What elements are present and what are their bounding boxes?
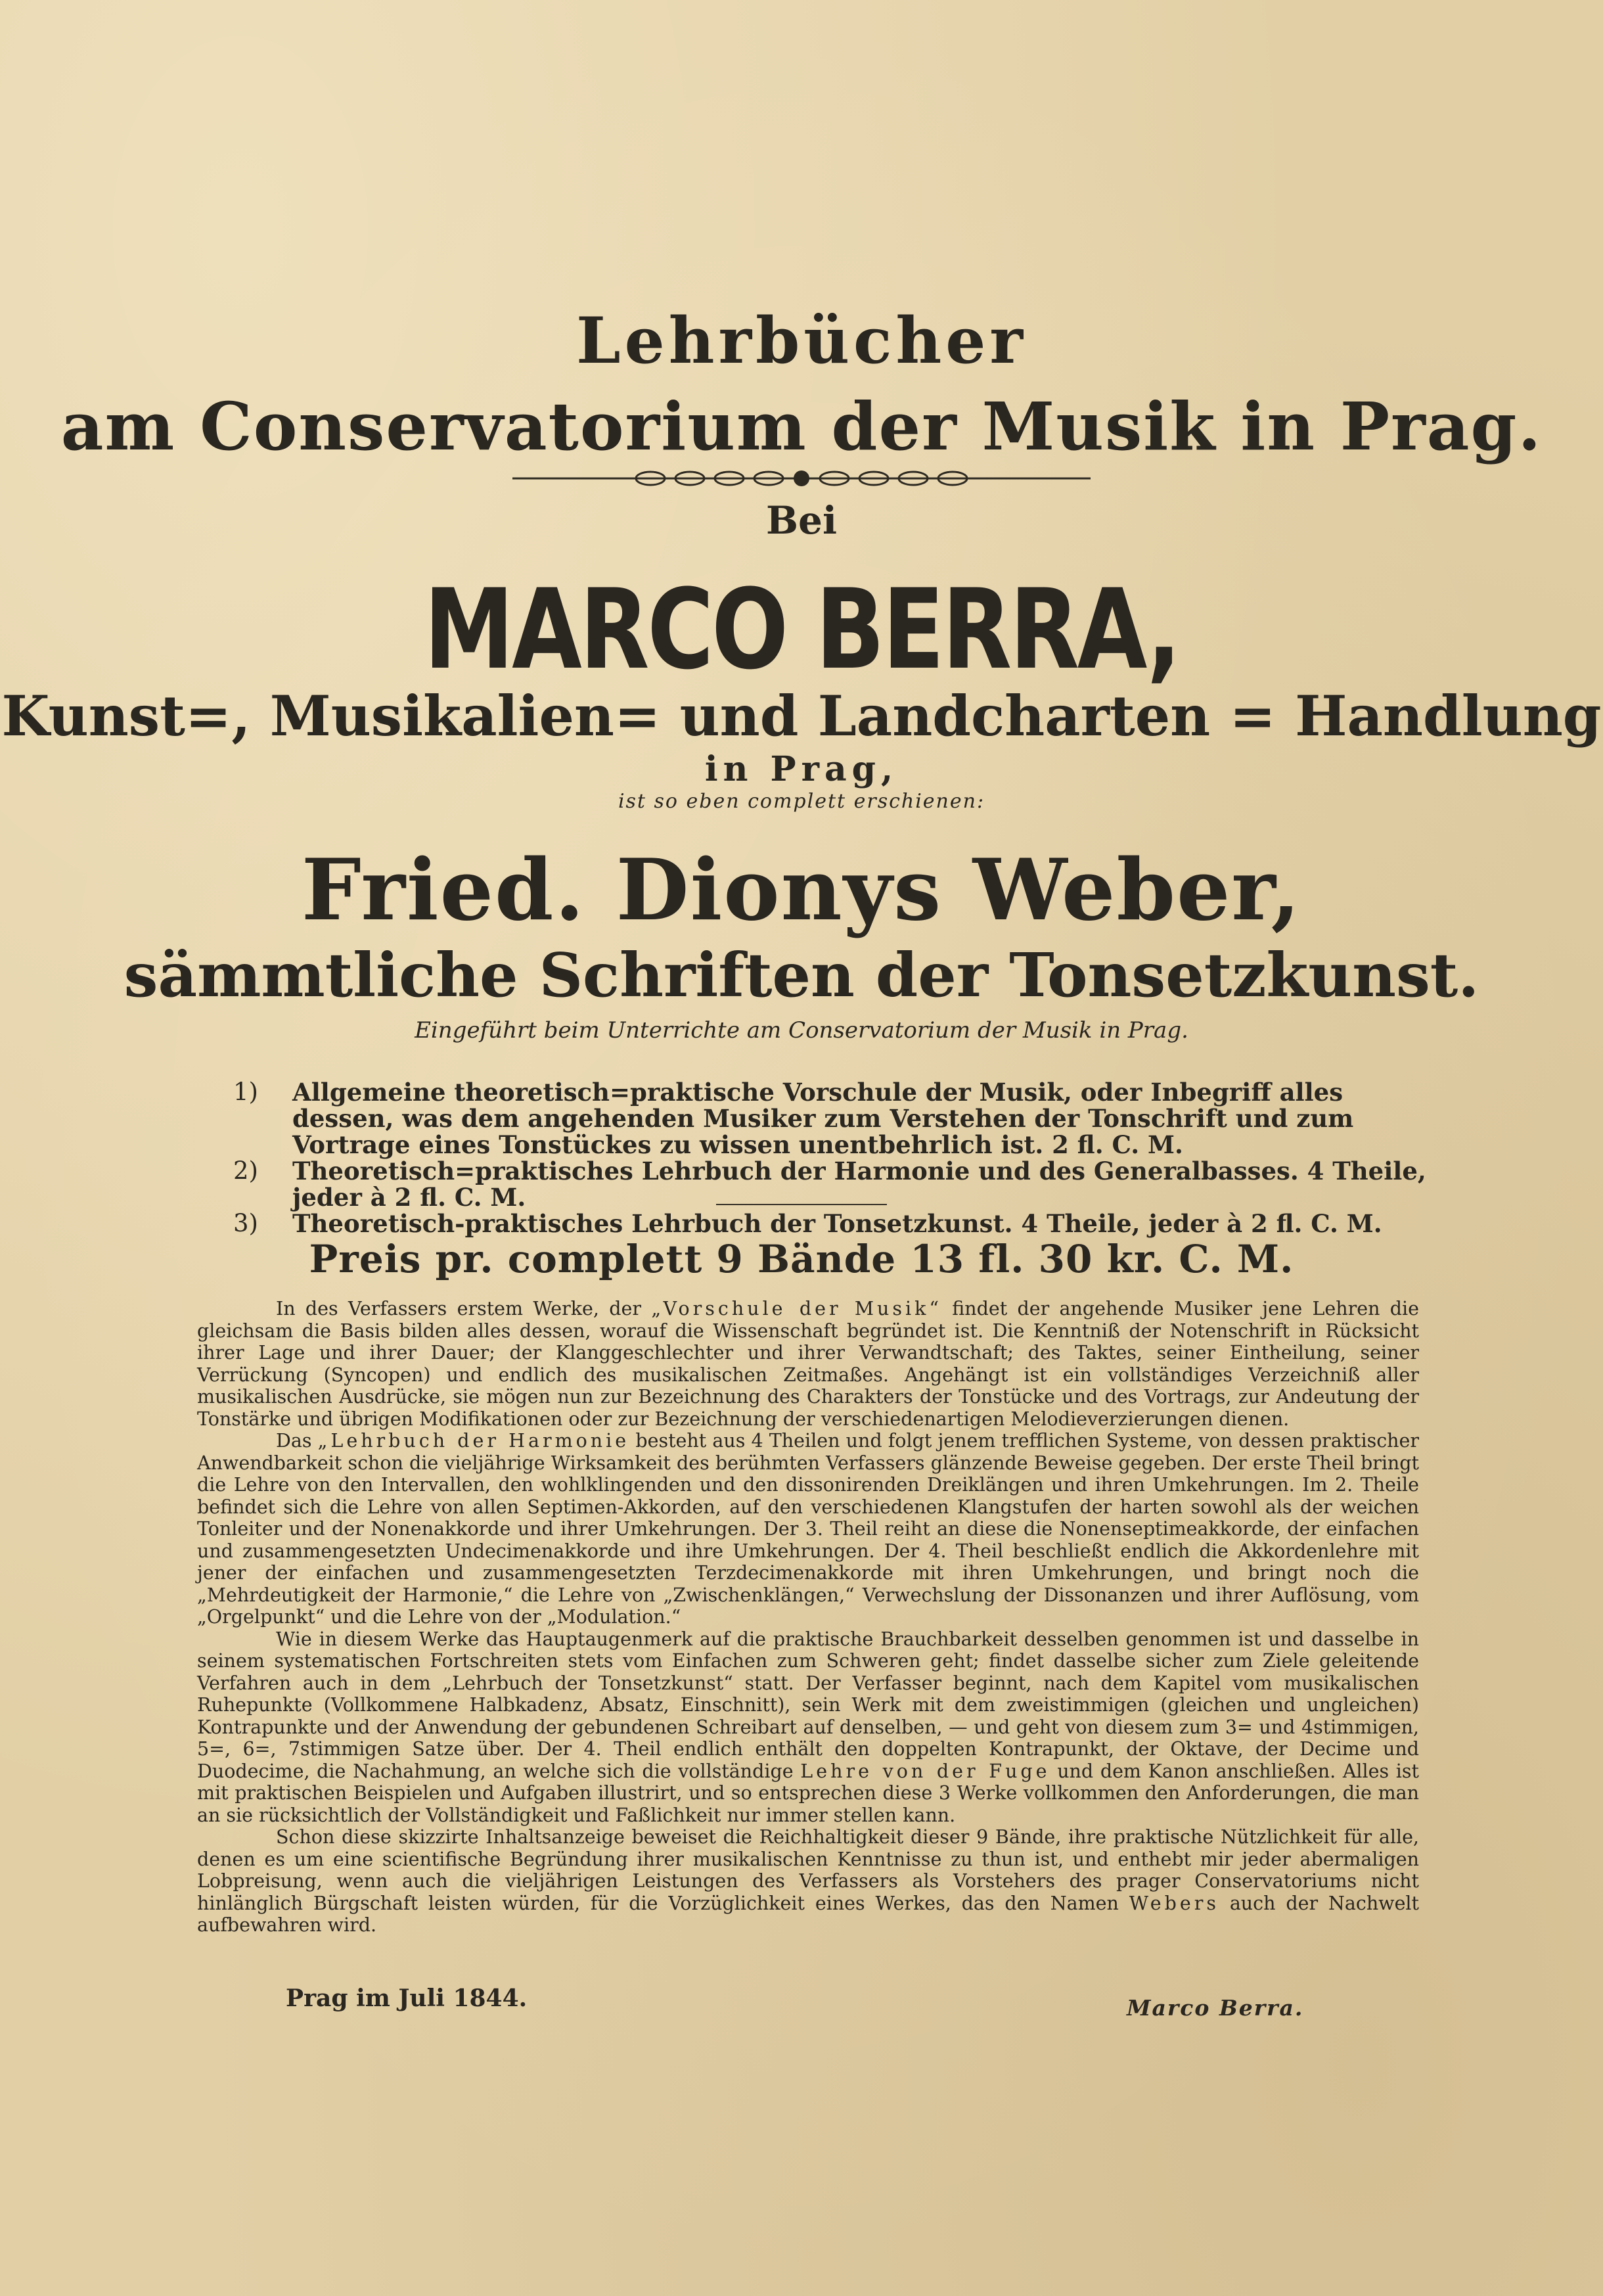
paragraph-tonsetzkunst: Wie in diesem Werke das Hauptaugenmerk auf die praktische Brauchbarkeit desselben genommen ist und dasselbe in seinem systematischen Fortschreiten stets vom Einfachen zum Schweren geht; findet dasselbe sicher zum Ziele geleitende Verfahren auch in dem „Lehrbuch der Tonsetzkunst“ statt. Der Verfasser beginnt, nach dem Kapitel vom musikalischen Ruhepunkte (Vollkommene Halbkadenz, Absatz, Einschnitt), sein Werk mit dem zweistimmigen (gleichen und ungleichen) Kontrapunkte und der Anwendung der gebundenen Schreibart auf denselben, — und geht von diesem zum 3= und 4stimmigen, 5=, 6=, 7stimmigen Satze über. Der 4. Theil endlich enthält den doppelten Kontrapunkt, der Oktave, der Decime und Duodecime, die Nachahmung, an welche sich die vollständige Lehre von der Fuge und dem Kanon anschließen. Alles ist mit praktischen Beispielen und Aufgaben illustrirt, und so entsprechen diese 3 Werke vollkommen den Anforderungen, die man an sie rücksichtlich der Vollständigkeit und Faßlichkeit nur immer stellen kann. (197, 1628, 1419, 1826)
short-divider (716, 1204, 887, 1205)
list-item-text: Theoretisch-praktisches Lehrbuch der Tonsetzkunst. 4 Theile, jeder à 2 fl. C. M. (292, 1209, 1382, 1238)
place-line: in Prag, (704, 749, 899, 789)
signature: Marco Berra. (1127, 1995, 1304, 2021)
work-title: sämmtliche Schriften der Tonsetzkunst. (124, 940, 1479, 1011)
list-item (233, 1079, 1435, 1158)
paragraph-vorschule: In des Verfassers erstem Werke, der „Vorschule der Musik“ findet der angehende Musiker jene Lehren die gleichsam die Basis bilden alles dessen, worauf die Wissenschaft begründet ist. Die Kenntniß der Notenschrift in Rücksicht ihrer Lage und ihrer Dauer; der Klanggeschlechter und ihrer Verwandtschaft; des Taktes, seiner Eintheilung, seiner Verrückung (Syncopen) und endlich des musikalischen Zeitmaßes. Angehängt ist ein vollständiges Verzeichniß aller musikalischen Ausdrücke, sie mögen nun zur Bezeichnung des Charakters der Tonstücke und des Vortrags, zur Andeutung der Tonstärke und übrigen Modifikationen oder zur Bezeichnung der verschiedenartigen Melodieverzierungen dienen. (197, 1298, 1420, 1430)
publisher-name: MARCO BERRA, (424, 565, 1179, 694)
list-item-number: 2) (233, 1157, 258, 1185)
price-line: Preis pr. complett 9 Bände 13 fl. 30 kr. C. M. (309, 1237, 1294, 1281)
list-item (233, 1158, 1435, 1210)
volume-list (233, 1079, 1435, 1237)
published-note: ist so eben complett erschienen: (618, 790, 985, 813)
paragraph-summary: Schon diese skizzirte Inhaltsanzeige beweiset die Reichhaltigkeit dieser 9 Bände, ihre praktische Nützlichkeit für alle, denen es um eine scientifische Begründung ihrer musikalischen Kenntnisse zu thun ist, und enthebt mir jeder abermaligen Lobpreisung, wenn auch die vieljährigen Leistungen des Verfassers als Vorstehers des prager Conservatoriums nicht hinlänglich Bürgschaft leisten würden, für die Vorzüglichkeit eines Werkes, das den Namen Webers auch der Nachwelt aufbewahren wird. (197, 1826, 1419, 1936)
list-item-text: Theoretisch=praktisches Lehrbuch der Harmonie und des Generalbasses. 4 Theile, jeder à 2 fl. C. M. (292, 1157, 1426, 1212)
introduction-note: Eingeführt beim Unterrichte am Conservatorium der Musik in Prag. (415, 1017, 1188, 1044)
ornamental-divider (512, 465, 1091, 492)
list-item (233, 1210, 1435, 1237)
author-name: Fried. Dionys Weber, (301, 841, 1302, 940)
title-line-1: Lehrbücher (576, 304, 1027, 378)
place-date: Prag im Juli 1844. (286, 1985, 528, 2012)
business-description: Kunst=, Musikalien= und Landcharten = Handlung (1, 683, 1602, 748)
bei-label: Bei (766, 498, 837, 543)
list-item-number: 1) (233, 1078, 258, 1106)
list-item-number: 3) (233, 1209, 258, 1237)
description-body (197, 1298, 1419, 1937)
list-item-text: Allgemeine theoretisch=praktische Vorschule der Musik, oder Inbegriff alles dessen, was dem angehenden Musiker zum Verstehen der Tonschrift und zum Vortrage eines Tonstückes zu wissen unentbehrlich ist. 2 fl. C. M. (292, 1078, 1354, 1159)
title-line-2: am Conservatorium der Musik in Prag. (60, 388, 1543, 465)
paragraph-harmonie: Das „Lehrbuch der Harmonie besteht aus 4 Theilen und folgt jenem trefflichen Systeme, von dessen praktischer Anwendbarkeit schon die vieljährige Wirksamkeit des berühmten Verfassers glänzende Beweise gegeben. Der erste Theil bringt die Lehre von den Intervallen, den wohlklingenden und den dissonirenden Dreiklängen und ihren Umkehrungen. Im 2. Theile befindet sich die Lehre von allen Septimen-Akkorden, auf den verschiedenen Klangstufen der harten sowohl als der weichen Tonleiter und der Nonenakkorde und ihrer Umkehrungen. Der 3. Theil reiht an diese die Nonenseptimeakkorde, der einfachen und zusammengesetzten Undecimenakkorde und ihre Umkehrungen. Der 4. Theil beschließt endlich die Akkordenlehre mit jener der einfachen und zusammengesetzten Terzdecimenakkorde mit ihren Umkehrungen, und bringt noch die „Mehrdeutigkeit der Harmonie,“ die Lehre von „Zwischenklängen,“ Verwechslung der Dissonanzen und ihrer Auflösung, vom „Orgelpunkt“ und die Lehre von der „Modulation.“ (197, 1430, 1420, 1628)
